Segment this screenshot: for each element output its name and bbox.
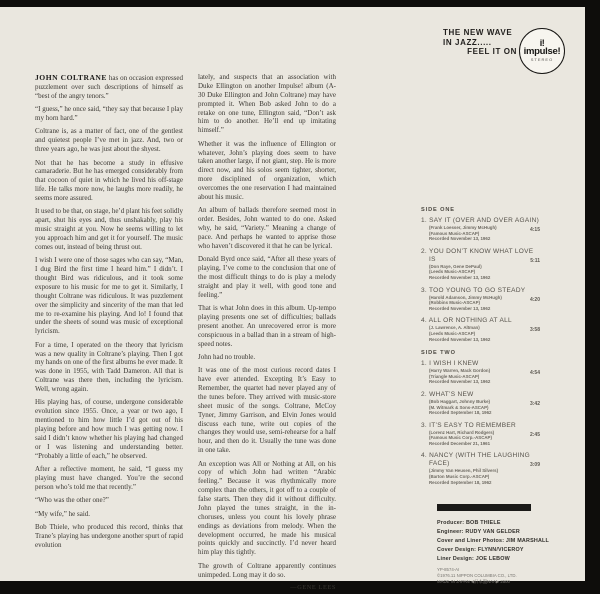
- track-title: [421, 217, 540, 225]
- impulse-tagline: [443, 28, 517, 57]
- track-recorded-date: Recorded November 13, 1962: [429, 336, 491, 342]
- credit-value: FLYNN/VICEROY: [477, 547, 524, 553]
- production-credits: [437, 519, 549, 564]
- track-duration: 5:11: [530, 257, 540, 264]
- tagline-line2: IN JAZZ.....: [443, 37, 492, 47]
- track-writers: (Harry Warren, Mack Gordon): [429, 368, 491, 374]
- copyright-line: ©1976.11 NIPPON COLUMBIA CO., LTD.: [437, 572, 517, 578]
- paragraph: His playing has, of course, undergone considerable evolution since 1955. Once, a year or two ago, I mentioned to him how little I’d got out of his playing before and how much I was getting now. I said I didn’t know whether his playing had changed or I was listening and understanding better. “Probably a little of each,” he observed.: [35, 398, 183, 460]
- track-item: [421, 217, 540, 242]
- track-name: ALL OR NOTHING AT ALL: [428, 317, 512, 325]
- track-name: TOO YOUNG TO GO STEADY: [429, 286, 526, 294]
- paragraph: I wish I were one of those sages who can say, “Man, I dug Bird the first time I heard him.” I didn’t. I thought Bird was ridiculous, and it took some exposure to his music for me to get it. Similarly, I thought Coltrane was ridiculous. It was puzzlement over the simplicity and sincerity of the man that led me to re-examine his playing. And lo! I found that under the sheets of sound was music of exceptional lyricism.: [35, 256, 183, 336]
- credit-value: JIM MARSHALL: [505, 538, 550, 544]
- credit-label: Cover and Liner Photos:: [437, 538, 505, 544]
- track-publisher: (Famous Music-ASCAP): [429, 230, 480, 236]
- track-recorded-date: Recorded November 13, 1962: [429, 236, 491, 242]
- paragraph: It used to be that, on stage, he’d plant his feet solidly apart, shut his eyes and, thus unshakably, play his music straight at you. Now he seems willing to let you approach him and get it for yourself. The music comes out, instead of being thrust out.: [35, 207, 183, 251]
- track-title: [421, 452, 540, 468]
- credit-label: Liner Design:: [437, 556, 475, 562]
- track-title: [421, 287, 540, 295]
- tagline-line3: FEEL IT ON: [467, 47, 517, 56]
- credit-line: [437, 546, 549, 555]
- paragraph: After a reflective moment, he said, “I guess my playing must have changed. You’re the second person who’s told me that recently.”: [35, 465, 183, 491]
- catalog-fine-print: [437, 567, 517, 584]
- credit-line: [437, 555, 549, 564]
- track-recorded-date: Recorded November 13, 1962: [429, 274, 491, 280]
- paragraph: [35, 73, 183, 101]
- track-publisher: (Leeds Music-ASCAP): [429, 330, 476, 336]
- liner-notes-column-1: [35, 73, 183, 592]
- paragraph: Coltrane is, as a matter of fact, one of the gentlest and quietest people I’ve met in jazz. And, two or three years ago, he was just about the shyest.: [35, 127, 183, 154]
- paragraph: An exception was All or Nothing at All, on his copy of which John had written “Arabic feeling.” Because it was rhythmically more complex than the others, it got off to a couple of false starts. Then they did it without difficulty. John played the tunes straight, in the in-choruses, unless you count his lovely phrase endings as deviations from melody. When the development occurred, he made his musical points quickly and succinctly. I’d never heard him play this tightly.: [198, 459, 336, 557]
- track-item: [421, 317, 540, 342]
- catalog-number: YP-8574-AI: [437, 567, 460, 572]
- track-duration: 2:45: [529, 431, 540, 438]
- track-name: IT’S EASY TO REMEMBER: [429, 421, 516, 429]
- track-recorded-date: Recorded September 18, 1962: [429, 479, 492, 485]
- paragraph: Bob Thiele, who produced this record, thinks that Trane’s playing has undergone another spurt of rapid evolution: [35, 522, 183, 549]
- track-publisher: (Robbins Music-ASCAP): [429, 300, 480, 306]
- track-recorded-date: Recorded November 13, 1962: [429, 379, 491, 385]
- paragraph: “Who was the other one?”: [35, 496, 109, 505]
- track-title: [421, 360, 540, 368]
- track-publisher: (M. Witmark & Sons-ASCAP): [429, 404, 489, 410]
- credit-label: Cover Design:: [437, 547, 477, 553]
- track-number: 1.: [421, 360, 428, 368]
- track-duration: 4:15: [529, 227, 540, 233]
- track-item: [421, 391, 540, 416]
- track-duration: 3:09: [529, 462, 540, 469]
- track-duration: 3:42: [529, 400, 540, 407]
- credit-line: [437, 528, 549, 537]
- credit-label: Producer:: [437, 520, 465, 526]
- track-number: 3.: [421, 421, 428, 429]
- track-publisher: (Famous Music Corp.-ASCAP): [429, 435, 492, 441]
- track-duration: 4:54: [529, 370, 540, 377]
- track-number: 1.: [421, 217, 428, 224]
- track-duration: 4:20: [529, 296, 540, 303]
- track-publisher: (Triangle Music-ASCAP): [429, 373, 480, 379]
- track-writers: (Don Raye, Gene DePaul): [429, 263, 482, 269]
- tagline-line1: THE NEW WAVE: [443, 28, 513, 37]
- track-item: [421, 422, 540, 447]
- credit-line: [437, 537, 549, 546]
- track-item: [421, 248, 540, 281]
- track-number: 2.: [421, 247, 428, 255]
- paragraph: Not that he has become a study in effusive camaraderie. But he has emerged considerably from that cocoon of quiet in which he lived his off-stage life. He talks more now, he laughs more readily, he seems more assured.: [35, 158, 183, 202]
- paragraph: That is what John does in this album. Up-tempo playing presents one set of difficulties; ballads present another. An unrecovered error is more conspicuous in a ballad than in a stream of high-speed notes.: [198, 304, 336, 348]
- track-name: I WISH I KNEW: [429, 360, 479, 368]
- track-item: [421, 287, 540, 312]
- liner-notes: [35, 73, 336, 592]
- track-recorded-date: Recorded December 21, 1961: [429, 440, 491, 446]
- track-title: [421, 248, 540, 264]
- made-in-line: MADE IN JAPAN ◀日本盤NAA▶ 2500: [437, 578, 510, 584]
- divider-bar: [437, 504, 531, 511]
- paragraph: Whether it was the influence of Ellington or whatever, John’s playing does seem to have taken another large, if not giant, step. He is more direct now, and his solos seem tighter, shorter, more disciplined of organization, which overcomes the one reservation I had maintained about his music.: [198, 139, 336, 201]
- track-name: YOU DON’T KNOW WHAT LOVE IS: [429, 247, 534, 263]
- paragraph: The growth of Coltrane apparently continues unimpeded. Long may it do so.: [198, 561, 336, 579]
- paragraph: “My wife,” he said.: [35, 509, 91, 518]
- track-name: WHAT’S NEW: [429, 390, 474, 398]
- author-byline: —GENE LEES: [290, 583, 336, 591]
- track-recorded-date: Recorded November 13, 1962: [429, 305, 491, 311]
- track-number: 3.: [421, 286, 428, 294]
- track-title: [421, 391, 540, 399]
- track-writers: (Frank Loesser, Jimmy McHugh): [429, 225, 497, 230]
- author-lead-in: JOHN COLTRANE: [35, 73, 107, 82]
- track-writers: (Bob Haggart, Johnny Burke): [429, 398, 490, 404]
- paragraph: John had no trouble.: [198, 352, 256, 361]
- liner-notes-column-2: [198, 73, 336, 592]
- track-listing: [421, 207, 540, 491]
- album-back-cover: [0, 7, 585, 591]
- credit-line: [437, 519, 549, 528]
- track-name: NANCY (WITH THE LAUGHING FACE): [429, 452, 530, 468]
- track-writers: (J. Lawrence, A. Altman): [429, 325, 480, 331]
- credit-value: JOE LEBOW: [475, 556, 510, 562]
- track-writers: (Jimmy Van Heusen, Phil Silvers): [429, 468, 499, 474]
- stereo-label: STEREO: [530, 57, 554, 62]
- credit-label: Engineer:: [437, 529, 464, 535]
- side-one-header: SIDE ONE: [421, 207, 455, 213]
- track-number: 2.: [421, 390, 428, 398]
- paragraph: lately, and suspects that an association with Duke Ellington on another Impulse! album (A-30 Duke Ellington and John Coltrane) may have prompted it. When Bob asked John to do a retake on one tune, Ellington said, “Don’t ask him to do another. He’ll end up imitating himself.”: [198, 73, 336, 135]
- track-number: 4.: [421, 452, 428, 460]
- impulse-logo: [519, 28, 565, 74]
- track-item: [421, 452, 540, 485]
- credit-value: BOB THIELE: [465, 520, 501, 526]
- credit-value: RUDY VAN GELDER: [465, 529, 520, 535]
- track-number: 4.: [421, 317, 428, 325]
- paragraph: An album of ballads therefore seemed most in order. Besides, John wanted to do one. Asked why, he said, “Variety.” Meaning a change of pace. And perhaps he wanted to apprise those who haven’t discovered it that he can be lyrical.: [198, 206, 336, 250]
- impulse-exclamation-icon: i!: [539, 38, 545, 48]
- track-name: SAY IT (OVER AND OVER AGAIN): [429, 217, 540, 224]
- track-publisher: (Leeds Music-ASCAP): [429, 269, 476, 275]
- paragraph-text: has on occasion expressed puzzlement over such descriptions of himself as “best of the angry tenors.”: [35, 74, 184, 100]
- paragraph: For a time, I operated on the theory that lyricism was a new quality in Coltrane’s playing. Then I got my hands on one of the first albums he ever made. It was done in 1955, with Tadd Dameron. All that is Coltrane was there then, including the lyricism. Well, wrong again.: [35, 340, 183, 393]
- track-item: [421, 360, 540, 385]
- track-recorded-date: Recorded September 18, 1962: [429, 410, 492, 416]
- track-title: [421, 317, 540, 325]
- paragraph: Donald Byrd once said, “After all these years of playing, I’ve come to the conclusion that one of the most difficult things to do is play a melody straight and play it well, with good tone and feeling.”: [198, 255, 336, 299]
- track-title: [421, 422, 540, 430]
- paragraph: “I guess,” he once said, “they say that because I play my horn hard.”: [35, 105, 183, 122]
- track-writers: (Lorenz Hart, Richard Rodgers): [429, 429, 495, 435]
- side-two-header: SIDE TWO: [421, 350, 456, 357]
- track-duration: 3:58: [529, 327, 540, 334]
- impulse-wordmark: impulse!: [523, 46, 561, 57]
- track-writers: (Harold Adamson, Jimmy McHugh): [429, 294, 502, 300]
- track-publisher: (Barton Music Corp.-ASCAP): [429, 474, 490, 480]
- paragraph: It was one of the most curious record dates I have ever attended. Excepting It’s Easy to Remember, the quartet had never played any of the tunes before. They arrived with music-store sheet music of the songs. Coltrane, McCoy Tyner, Jimmy Garrison, and Elvin Jones would discuss each tune, write out copies of the changes they would use, semi-rehearse for a half hour, and then do it. Usually the tune was done in one take.: [198, 366, 336, 455]
